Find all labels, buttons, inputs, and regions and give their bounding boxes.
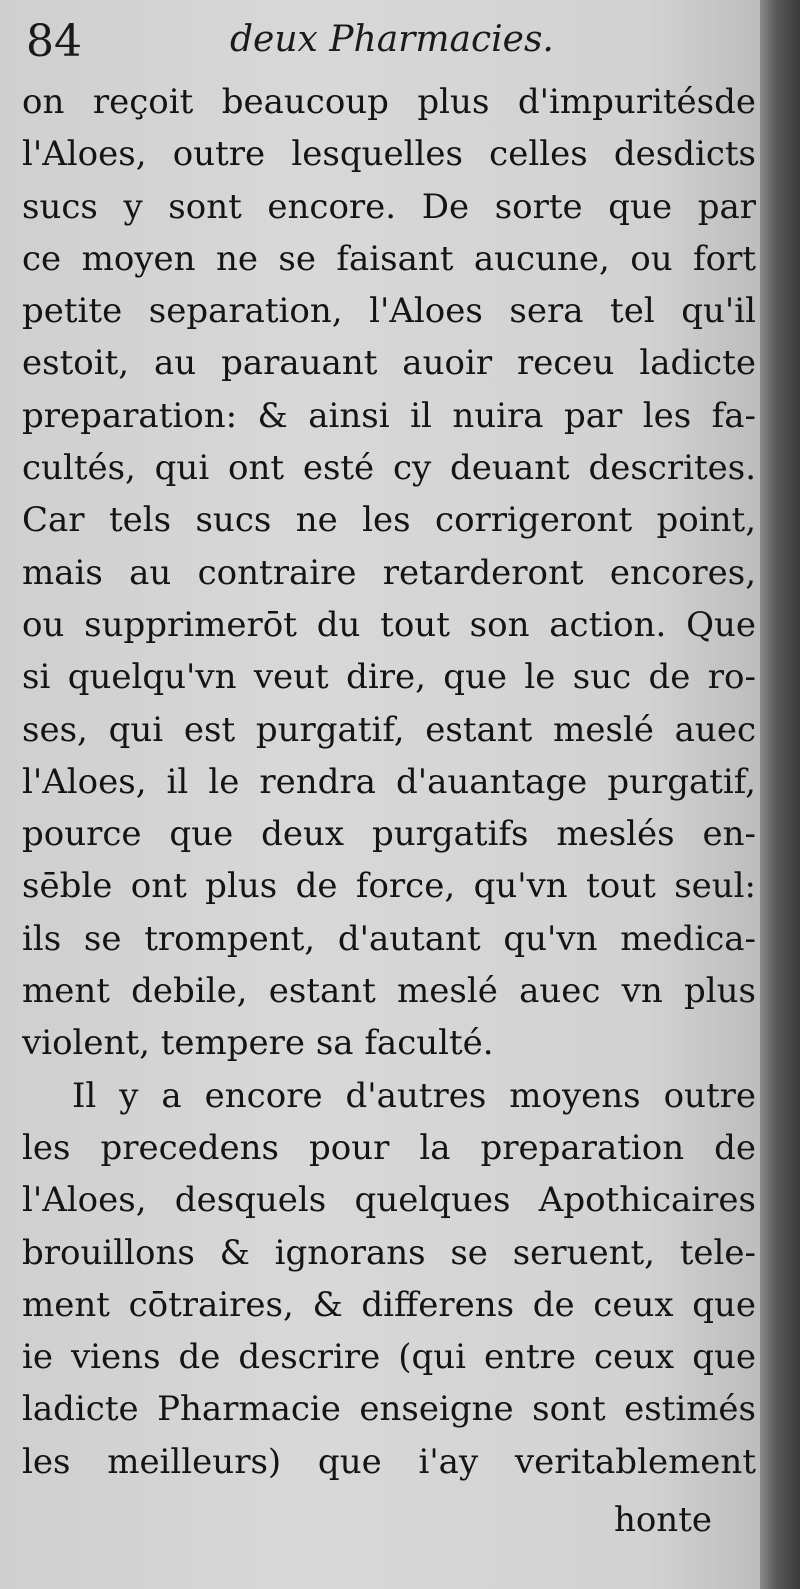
text-line: les meilleurs) que i'ay veritablement [22,1441,756,1482]
text-line: brouillons & ignorans se seruent, tele- [22,1232,756,1273]
text-line: sēble ont plus de force, qu'vn tout seul: [22,866,756,907]
body-text [22,76,756,1488]
text-line: on reçoit beaucoup plus d'impuritésde [22,82,756,122]
text-line: les precedens pour la preparation de [22,1127,756,1168]
text-line: ou supprimerōt du tout son action. Que [22,604,756,645]
text-line: violent, tempere sa faculté. [22,1023,494,1064]
page-number: 84 [26,16,82,67]
text-line: estoit, au parauant auoir receu ladicte [22,343,756,384]
text-line: ment cōtraires, & differens de ceux que [22,1284,756,1325]
catchword: honte [613,1500,712,1540]
text-line: l'Aloes, il le rendra d'auantage purgatif, [22,761,756,802]
text-line: petite separation, l'Aloes sera tel qu'il [22,291,756,332]
text-line: si quelqu'vn veut dire, que le suc de ro- [22,657,756,698]
text-line: preparation: & ainsi il nuira par les fa- [22,395,756,436]
text-line: l'Aloes, outre lesquelles celles desdicts [22,134,756,175]
text-line: sucs y sont encore. De sorte que par [22,186,756,227]
text-line: Car tels sucs ne les corrigeront point, [22,500,756,541]
text-line: ses, qui est purgatif, estant meslé auec [22,709,756,750]
text-line: pource que deux purgatifs meslés en- [22,814,756,855]
text-line: ladicte Pharmacie enseigne sont estimés [22,1389,756,1430]
page-header [20,14,740,84]
text-line: mais au contraire retarderont encores, [22,552,756,593]
text-line: cultés, qui ont esté cy deuant descrites. [22,448,756,489]
running-head: deux Pharmacies. [230,19,554,60]
text-line: ce moyen ne se faisant aucune, ou fort [22,238,756,279]
text-line: ie viens de descrire (qui entre ceux que [22,1337,756,1378]
text-line: ment debile, estant meslé auec vn plus [22,971,756,1012]
text-line: ils se trompent, d'autant qu'vn medica- [22,918,756,959]
binding-edge [760,0,800,1589]
text-line: l'Aloes, desquels quelques Apothicaires [22,1180,756,1221]
text-line: Il y a encore d'autres moyens outre [72,1075,756,1116]
